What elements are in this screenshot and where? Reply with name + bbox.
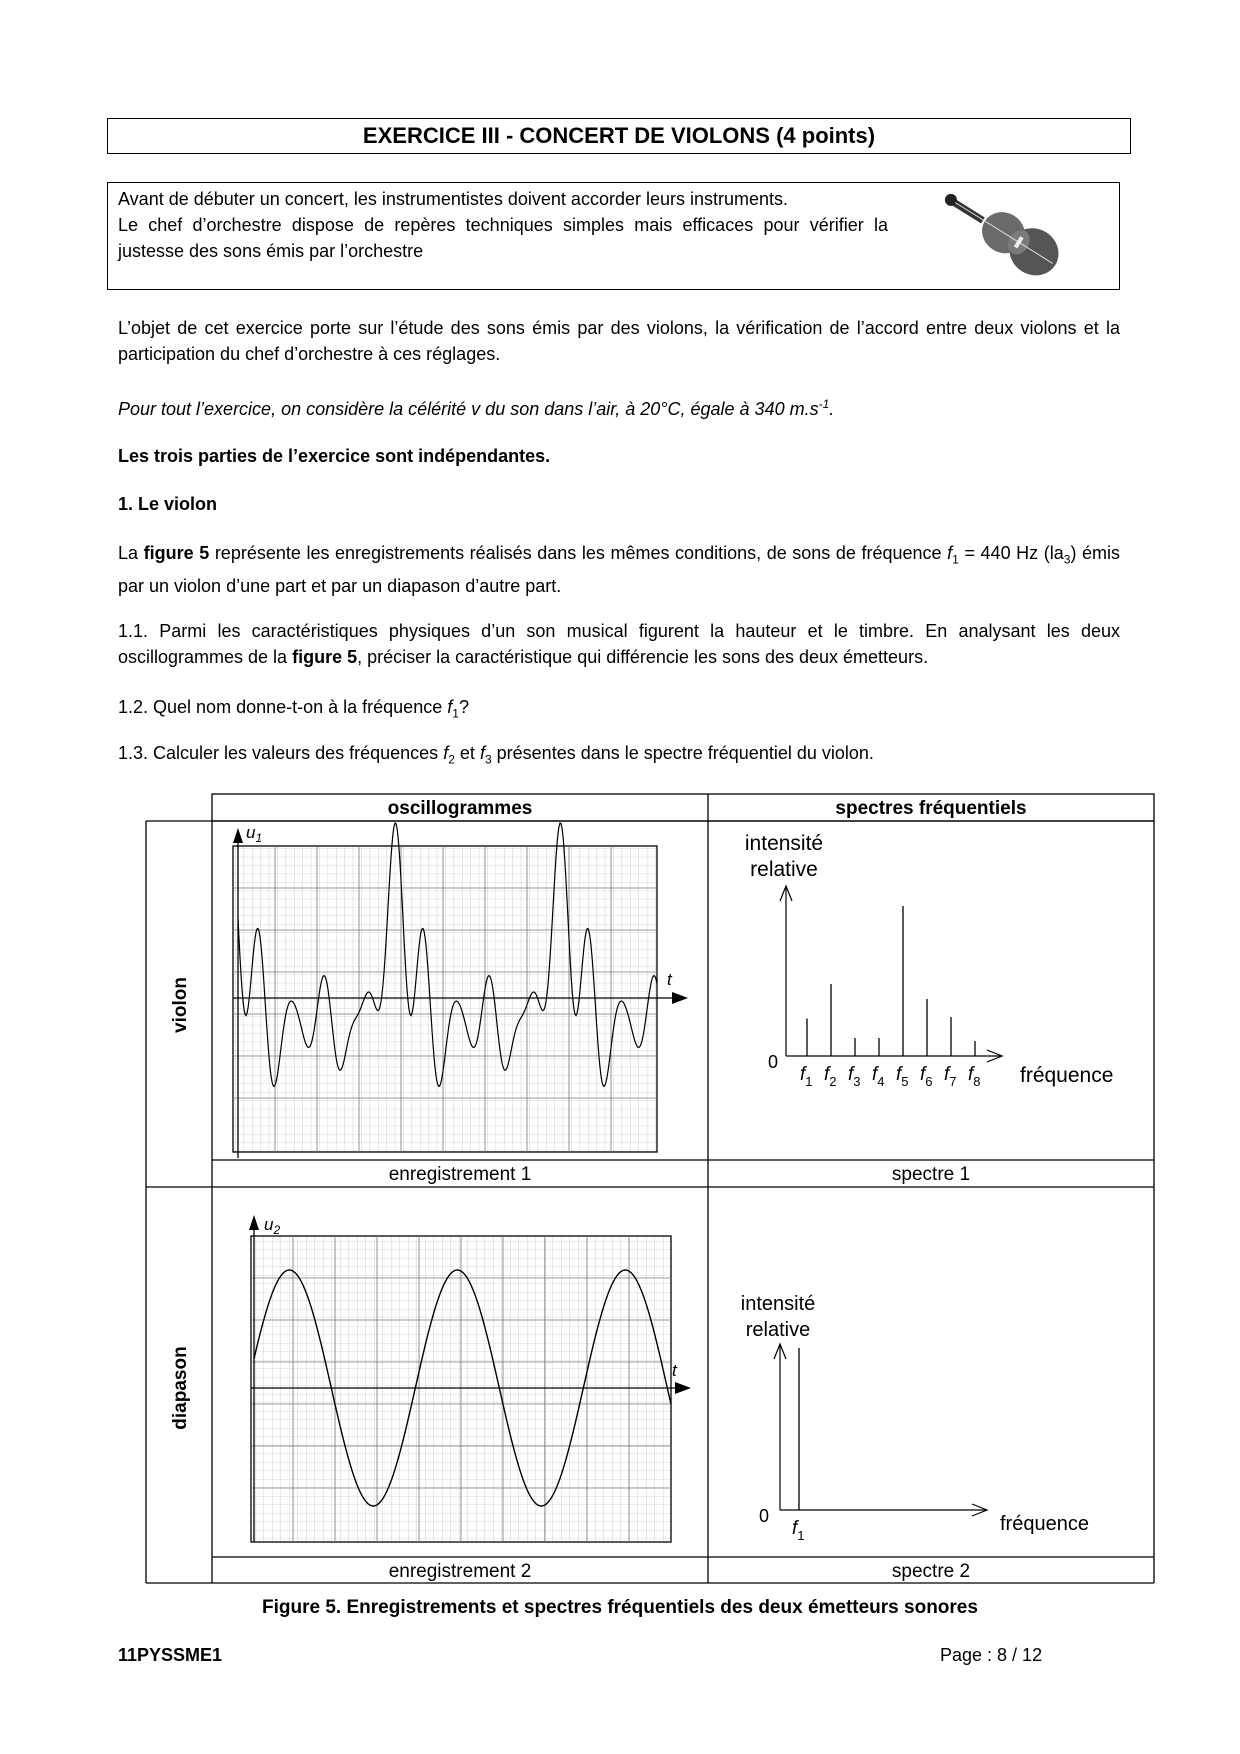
section-1-title: 1. Le violon [118, 494, 218, 514]
spectrum-2-xlabel: fréquence [1000, 1513, 1089, 1535]
spectrum-1-xlabel: fréquence [1020, 1064, 1114, 1087]
u2-label: $u_2$ [264, 1215, 281, 1237]
u1-label: $u_1$ [246, 823, 263, 845]
intro-line-1: Avant de débuter un concert, les instrumentistes doivent accorder leurs instruments. [118, 189, 789, 209]
spectrum-tick-f1: $f_1$ [792, 1518, 805, 1543]
spectrum-tick-f6: $f_6$ [920, 1064, 933, 1089]
t-label-1: t [667, 970, 672, 989]
label-enregistrement-1: enregistrement 1 [388, 1164, 532, 1185]
t-label-2: t [672, 1361, 677, 1380]
exercise-title: EXERCICE III - CONCERT DE VIOLONS (4 points) [107, 118, 1131, 154]
label-enregistrement-2: enregistrement 2 [388, 1561, 532, 1582]
row-label-diapason: diapason [170, 1346, 191, 1430]
objective-paragraph: L’objet de cet exercice porte sur l’étude des sons émis par des violons, la vérification de l’accord entre deux violons et la participation du chef d’orchestre à ces réglages. [118, 318, 1120, 364]
spectrum-1-ylabel-line1: intensité [744, 832, 824, 855]
spectrum-tick-f2: $f_2$ [824, 1064, 837, 1089]
label-spectre-2: spectre 2 [891, 1561, 971, 1582]
question-1-1: 1.1. Parmi les caractéristiques physiques d’un son musical figurent la hauteur et le timbre. En analysant les deux oscillogrammes de la figure 5, préciser la caractéristique qui différencie les sons des deux émetteurs. [118, 621, 1120, 667]
intro-line-2: Le chef d’orchestre dispose de repères techniques simples mais efficaces pour vérifier la justesse des sons émis par l’orchestre [118, 215, 888, 261]
spectrum-1-ylabel-line2: relative [750, 858, 818, 881]
spectrum-1-zero: 0 [768, 1052, 779, 1072]
footer-code: 11PYSSME1 [118, 1645, 223, 1665]
footer-page: Page : 8 / 12 [940, 1645, 1043, 1665]
spectrum-tick-f5: $f_5$ [896, 1064, 909, 1089]
spectrum-tick-f3: $f_3$ [848, 1064, 861, 1089]
spectrum-tick-f4: $f_4$ [872, 1064, 885, 1089]
spectrum-2-zero: 0 [759, 1506, 770, 1526]
figure-intro-paragraph: La figure 5 représente les enregistrements réalisés dans les mêmes conditions, de sons de fréquence $f_1 = 440$ Hz $(la_3)$ émis par un violon d’une part et par un diapason d’autre part. [118, 543, 1121, 596]
celerity-paragraph: Pour tout l’exercice, on considère la célérité v du son dans l’air, à 20°C, égale à 340 $m.s^{-1}$. [118, 397, 835, 419]
label-spectre-1: spectre 1 [891, 1164, 971, 1185]
oscillogram-1 [233, 823, 688, 1158]
row-label-violon: violon [170, 977, 191, 1033]
question-1-2: 1.2. Quel nom donne-t-on à la fréquence $f_1$? [118, 697, 469, 721]
spectrum-tick-f7: $f_7$ [944, 1064, 957, 1089]
spectrum-2-ylabel-line2: relative [745, 1319, 811, 1341]
oscillogram-2 [249, 1215, 691, 1542]
header-spectres: spectres fréquentiels [835, 798, 1027, 819]
spectrum-tick-f1: $f_1$ [800, 1064, 813, 1089]
spectrum-2 [741, 1293, 1089, 1543]
header-oscillogrammes: oscillogrammes [387, 798, 533, 819]
figure-caption: Figure 5. Enregistrements et spectres fréquentiels des deux émetteurs sonores [262, 1597, 978, 1618]
spectrum-1 [745, 832, 1114, 1089]
spectrum-tick-f8: $f_8$ [968, 1064, 981, 1089]
spectrum-2-ylabel-line1: intensité [740, 1293, 816, 1315]
parts-note: Les trois parties de l’exercice sont indépendantes. [118, 446, 551, 466]
question-1-3: 1.3. Calculer les valeurs des fréquences $f_2$ et $f_3$ présentes dans le spectre fréquentiel du violon. [118, 743, 874, 767]
